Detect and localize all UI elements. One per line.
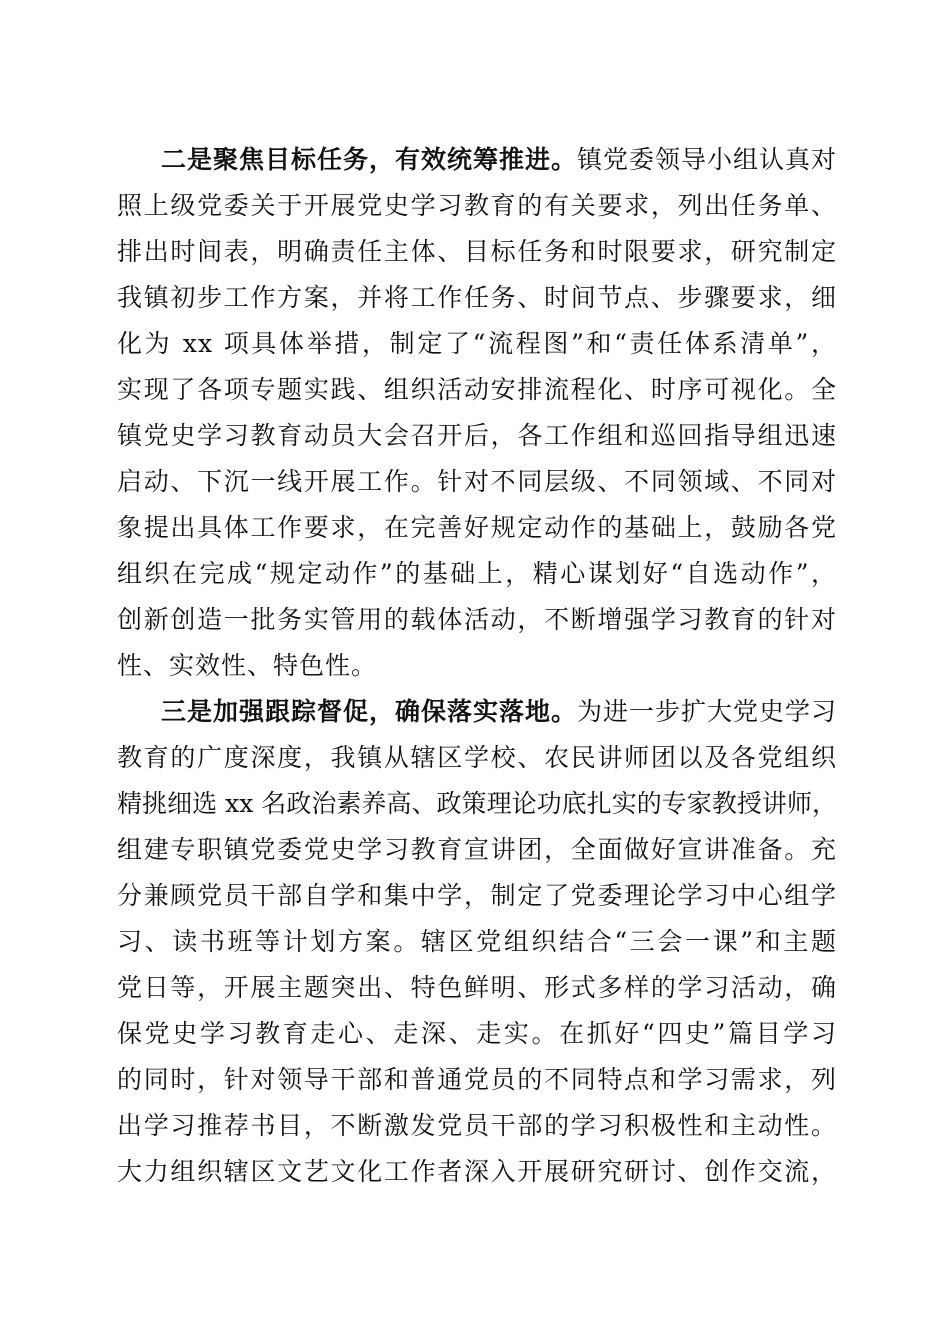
paragraph-3-line-8: 保党史学习教育走心、走深、走实。在抓好“四史”篇目学习 bbox=[117, 1019, 837, 1048]
paragraph-3-line-1-text: 为进一步扩大党史学习 bbox=[577, 697, 838, 726]
paragraph-2-line-3: 排出时间表，明确责任主体、目标任务和时限要求，研究制定 bbox=[117, 237, 837, 266]
paragraph-2-line-4: 我镇初步工作方案，并将工作任务、时间节点、步骤要求，细 bbox=[117, 283, 837, 312]
paragraph-3-lead: 三是加强跟踪督促，确保落实落地。 bbox=[161, 697, 578, 726]
paragraph-2-line-11: 创新创造一批务实管用的载体活动，不断增强学习教育的针对 bbox=[117, 605, 837, 634]
paragraph-3-line-11: 大力组织辖区文艺文化工作者深入开展研究研讨、创作交流， bbox=[117, 1157, 837, 1186]
paragraph-3-line-2: 教育的广度深度，我镇从辖区学校、农民讲师团以及各党组织 bbox=[117, 743, 837, 772]
paragraph-3-line-1 bbox=[161, 692, 837, 732]
paragraph-2-line-6: 实现了各项专题实践、组织活动安排流程化、时序可视化。全 bbox=[117, 375, 837, 404]
paragraph-2-line-9: 象提出具体工作要求，在完善好规定动作的基础上，鼓励各党 bbox=[117, 513, 837, 542]
paragraph-3-line-9: 的同时，针对领导干部和普通党员的不同特点和学习需求，列 bbox=[117, 1065, 837, 1094]
paragraph-3-line-7: 党日等，开展主题突出、特色鲜明、形式多样的学习活动，确 bbox=[117, 973, 837, 1002]
paragraph-2-line-2: 照上级党委关于开展党史学习教育的有关要求，列出任务单、 bbox=[117, 191, 837, 220]
paragraph-2-line-8: 启动、下沉一线开展工作。针对不同层级、不同领域、不同对 bbox=[117, 467, 837, 496]
paragraph-2-line-1-text: 镇党委领导小组认真对 bbox=[577, 145, 838, 174]
paragraph-3-line-3: 精挑细选 xx 名政治素养高、政策理论功底扎实的专家教授讲师， bbox=[117, 789, 837, 818]
paragraph-3-line-6: 习、读书班等计划方案。辖区党组织结合“三会一课”和主题 bbox=[117, 927, 837, 956]
paragraph-2-line-7: 镇党史学习教育动员大会召开后，各工作组和巡回指导组迅速 bbox=[117, 421, 837, 450]
paragraph-2-line-12: 性、实效性、特色性。 bbox=[117, 651, 378, 680]
paragraph-2-line-5: 化为 xx 项具体举措，制定了“流程图”和“责任体系清单”， bbox=[117, 329, 837, 358]
paragraph-2-lead: 二是聚焦目标任务，有效统筹推进。 bbox=[161, 145, 578, 174]
paragraph-2-line-1 bbox=[161, 140, 837, 180]
paragraph-3-line-4: 组建专职镇党委党史学习教育宣讲团，全面做好宣讲准备。充 bbox=[117, 835, 837, 864]
paragraph-2-line-10: 组织在完成“规定动作”的基础上，精心谋划好“自选动作”， bbox=[117, 559, 837, 588]
paragraph-3-line-10: 出学习推荐书目，不断激发党员干部的学习积极性和主动性。 bbox=[117, 1111, 837, 1140]
paragraph-3-line-5: 分兼顾党员干部自学和集中学，制定了党委理论学习中心组学 bbox=[117, 881, 837, 910]
